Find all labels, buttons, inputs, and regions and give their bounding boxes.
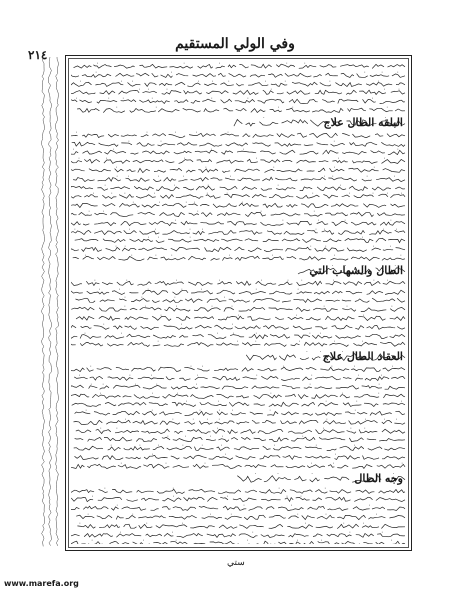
- text-line: [71, 97, 407, 106]
- text-line: [71, 175, 407, 184]
- text-line: [71, 131, 407, 140]
- text-line: [71, 279, 407, 288]
- text-line: [71, 495, 407, 504]
- text-line: [71, 228, 407, 237]
- section-heading: [71, 350, 407, 364]
- page-header-title: وفي الولي المستقيم: [175, 36, 295, 52]
- section-heading: [71, 472, 407, 486]
- text-line: [71, 392, 407, 401]
- text-line: [71, 513, 407, 522]
- section-heading: [71, 116, 407, 130]
- text-line: [71, 444, 407, 453]
- text-line: [71, 487, 407, 496]
- text-line: [71, 192, 407, 201]
- text-line: [71, 140, 407, 149]
- text-line: [71, 418, 407, 427]
- text-line: [71, 409, 407, 418]
- text-line: [71, 106, 407, 115]
- text-line: [71, 236, 407, 245]
- text-line: [71, 245, 407, 254]
- text-line: [71, 80, 407, 89]
- text-line: [71, 157, 407, 166]
- text-line: [71, 254, 407, 263]
- text-line: [71, 427, 407, 436]
- text-line: [71, 296, 407, 305]
- text-line: [71, 314, 407, 323]
- text-line: [71, 340, 407, 349]
- text-line: [71, 332, 407, 341]
- text-line: [71, 210, 407, 219]
- text-line: [71, 539, 407, 544]
- text-line: [71, 383, 407, 392]
- text-line: [71, 166, 407, 175]
- watermark: www.marefa.org: [4, 579, 79, 588]
- text-block: [71, 62, 407, 544]
- text-line: [71, 504, 407, 513]
- margin-note: [38, 53, 63, 550]
- section-heading-text: العقاد الطال علاج: [322, 350, 403, 364]
- signature: ستي: [227, 558, 245, 568]
- text-line: [71, 400, 407, 409]
- section-heading-text: البلقه الطال علاج: [323, 115, 403, 129]
- text-line: [71, 453, 407, 462]
- text-line: [71, 88, 407, 97]
- text-line: [71, 365, 407, 374]
- text-line: [71, 462, 407, 471]
- text-line: [71, 219, 407, 228]
- text-line: [71, 62, 407, 71]
- section-heading-text: الطال والشهاب التي: [309, 263, 403, 277]
- text-line: [71, 148, 407, 157]
- section-heading: [71, 264, 407, 278]
- text-line: [71, 184, 407, 193]
- text-line: [71, 288, 407, 297]
- text-line: [71, 435, 407, 444]
- text-line: [71, 323, 407, 332]
- page-number: ٢١٤: [28, 48, 48, 62]
- text-line: [71, 374, 407, 383]
- text-line: [71, 522, 407, 531]
- text-line: [71, 71, 407, 80]
- text-line: [71, 201, 407, 210]
- text-line: [71, 531, 407, 540]
- section-heading-text: وجه الطال: [354, 471, 403, 485]
- text-line: [71, 305, 407, 314]
